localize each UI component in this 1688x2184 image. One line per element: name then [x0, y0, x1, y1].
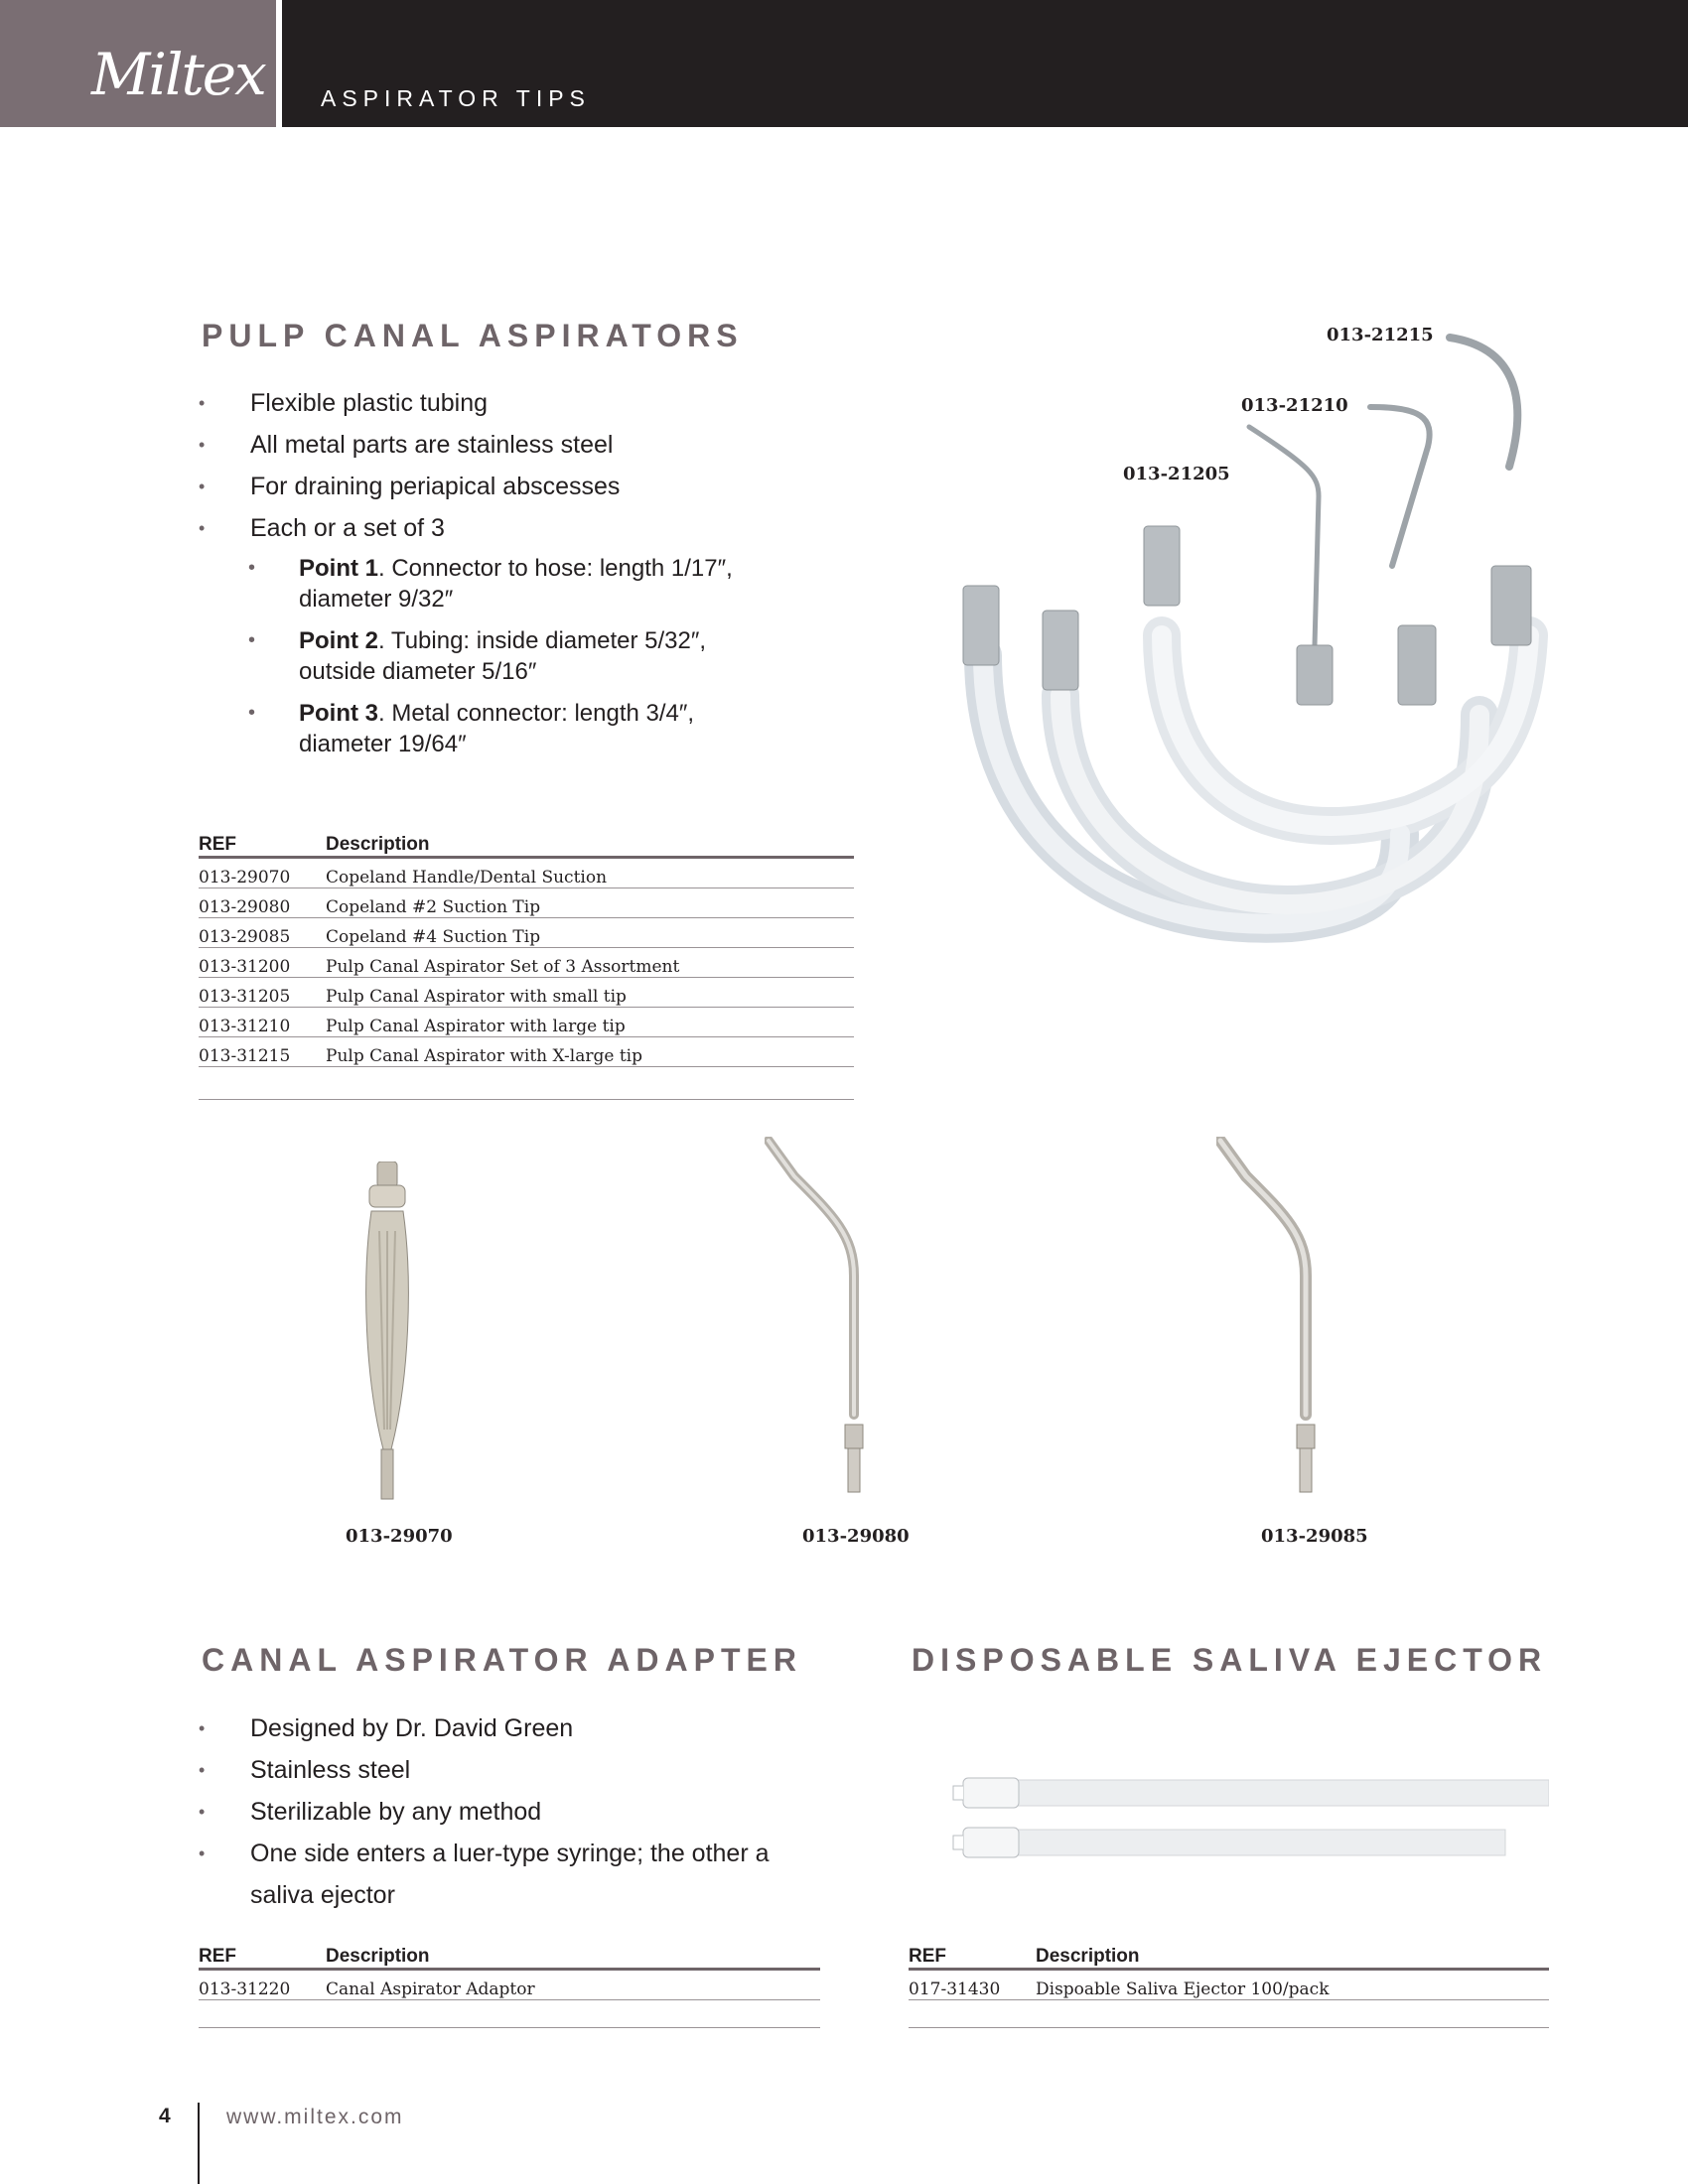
- ref-cell: 013-29080: [199, 888, 326, 918]
- table-row: [199, 858, 854, 888]
- pulp-ref-table: [199, 830, 854, 1067]
- adapter-bullet: • Sterilizable by any method: [199, 1798, 542, 1826]
- description-cell: Dispoable Saliva Ejector 100/pack: [1036, 1970, 1549, 2000]
- adapter-ref-table-wrap: [199, 1942, 820, 2000]
- ref-cell: 013-31200: [199, 948, 326, 978]
- description-cell: Copeland #4 Suction Tip: [326, 918, 854, 948]
- adapter-feature-list: [199, 1707, 854, 1916]
- ref-header: REF: [199, 830, 326, 858]
- saliva-section-title: DISPOSABLE SALIVA EJECTOR: [912, 1642, 1548, 1678]
- description-cell: Pulp Canal Aspirator with X-large tip: [326, 1037, 854, 1067]
- page-number: 4: [159, 2105, 171, 2127]
- adapter-bullet: • Stainless steel: [199, 1756, 411, 1784]
- copeland-handle-image: [357, 1161, 417, 1509]
- ref-cell: 013-29085: [199, 918, 326, 948]
- description-header: Description: [326, 830, 854, 858]
- pulp-bullet: • For draining periapical abscesses: [199, 473, 621, 500]
- footer-divider: [198, 2103, 200, 2184]
- table-row: [199, 918, 854, 948]
- miltex-logo: Miltex: [91, 41, 265, 108]
- saliva-ejector-image: [914, 1772, 1549, 1871]
- pulp-bullet: • All metal parts are stainless steel: [199, 431, 614, 459]
- copeland-4-tip-image: [1216, 1137, 1336, 1494]
- description-cell: Pulp Canal Aspirator with small tip: [326, 978, 854, 1008]
- ref-cell: 017-31430: [909, 1970, 1036, 2000]
- description-cell: Copeland Handle/Dental Suction: [326, 858, 854, 888]
- pulp-ref-table-wrap: [199, 830, 854, 1067]
- ref-header: REF: [909, 1942, 1036, 1970]
- ref-cell: 013-31210: [199, 1008, 326, 1037]
- table-row: [199, 1008, 854, 1037]
- description-cell: Canal Aspirator Adaptor: [326, 1970, 820, 2000]
- page-header-title: ASPIRATOR TIPS: [321, 85, 591, 111]
- saliva-ref-table: [909, 1942, 1549, 2000]
- image-label-21215: 013-21215: [1327, 325, 1434, 345]
- table-end-rule: [199, 2027, 820, 2028]
- ref-cell: 013-29070: [199, 858, 326, 888]
- table-row: [199, 948, 854, 978]
- ref-cell: 013-31220: [199, 1970, 326, 2000]
- caption-29085: 013-29085: [1261, 1526, 1368, 1547]
- saliva-ref-table-wrap: [909, 1942, 1549, 2000]
- image-label-21205: 013-21205: [1123, 464, 1230, 484]
- adapter-section-title: CANAL ASPIRATOR ADAPTER: [202, 1642, 802, 1678]
- description-header: Description: [326, 1942, 820, 1970]
- ref-cell: 013-31205: [199, 978, 326, 1008]
- table-end-rule: [199, 1099, 854, 1100]
- ref-cell: 013-31215: [199, 1037, 326, 1067]
- table-row: [199, 1037, 854, 1067]
- caption-29070: 013-29070: [346, 1526, 453, 1547]
- adapter-ref-table: [199, 1942, 820, 2000]
- description-cell: Copeland #2 Suction Tip: [326, 888, 854, 918]
- table-row: [909, 1970, 1549, 2000]
- footer-url-link[interactable]: www.miltex.com: [226, 2106, 404, 2128]
- description-header: Description: [1036, 1942, 1549, 1970]
- pulp-section-title: PULP CANAL ASPIRATORS: [202, 318, 744, 353]
- point-item: • Point 1. Connector to hose: length 1/17″, diameter 9/32″: [248, 555, 733, 613]
- caption-29080: 013-29080: [802, 1526, 910, 1547]
- ref-header: REF: [199, 1942, 326, 1970]
- description-cell: Pulp Canal Aspirator Set of 3 Assortment: [326, 948, 854, 978]
- table-row: [199, 888, 854, 918]
- description-cell: Pulp Canal Aspirator with large tip: [326, 1008, 854, 1037]
- pulp-feature-list: [199, 382, 894, 770]
- image-label-21210: 013-21210: [1241, 395, 1348, 416]
- table-row: [199, 978, 854, 1008]
- table-end-rule: [909, 2027, 1549, 2028]
- table-row: [199, 1970, 820, 2000]
- pulp-bullet: • Flexible plastic tubing: [199, 389, 489, 417]
- point-item: • Point 3. Metal connector: length 3/4″, diameter 19/64″: [248, 700, 695, 757]
- pulp-bullet: • Each or a set of 3: [199, 514, 445, 542]
- adapter-bullet: • One side enters a luer-type syringe; the other a saliva ejector: [199, 1840, 770, 1909]
- point-item: • Point 2. Tubing: inside diameter 5/32″, outside diameter 5/16″: [248, 627, 707, 685]
- adapter-bullet: • Designed by Dr. David Green: [199, 1714, 574, 1742]
- copeland-2-tip-image: [765, 1137, 884, 1494]
